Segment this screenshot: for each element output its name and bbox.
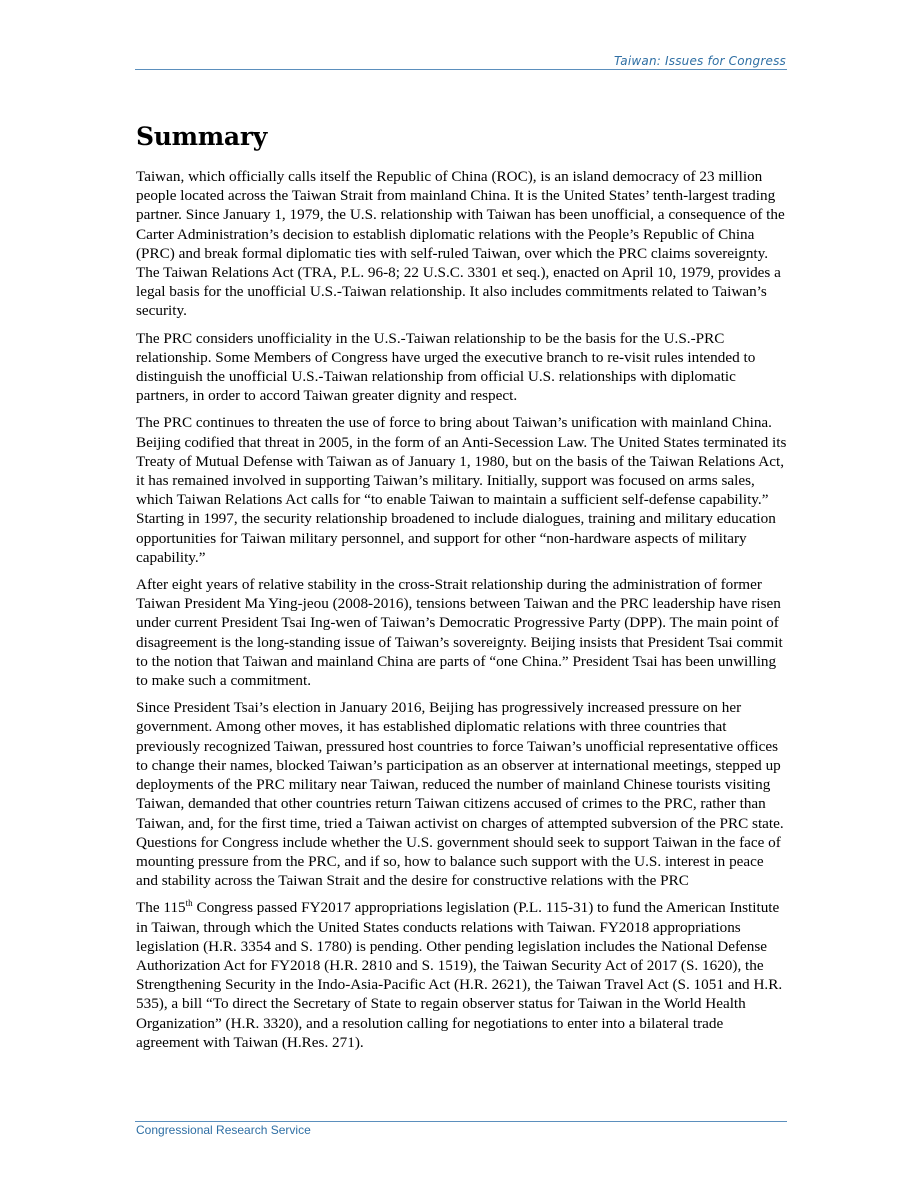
summary-paragraph-4: After eight years of relative stability in the cross-Strait relationship during the administration of former Taiwan President Ma Ying-jeou (2008-2016), tensions between Taiwan and the PRC leadership have risen under current President Tsai Ing-wen of Taiwan’s Democratic Progressive Party (DPP). The main point of disagreement is the long-standing issue of Taiwan’s sovereignty. Beijing insists that President Tsai commit to the notion that Taiwan and mainland China are parts of “one China.” President Tsai has been unwilling to make such a commitment. [136,576,783,690]
summary-paragraph-2: The PRC considers unofficiality in the U.S.-Taiwan relationship to be the basis for the U.S.-PRC relationship. Some Members of Congress have urged the executive branch to re-visit rules intended to distinguish the unofficial U.S.-Taiwan relationship from official U.S. relationships with diplomatic partners, in order to accord Taiwan greater dignity and respect. [136,329,756,405]
summary-paragraph-1: Taiwan, which officially calls itself the Republic of China (ROC), is an island democracy of 23 million people located across the Taiwan Strait from mainland China. It is the United States’ tenth-largest trading partner. Since January 1, 1979, the U.S. relationship with Taiwan has been unofficial, a consequence of the Carter Administration’s decision to establish diplomatic relations with the People’s Republic of China (PRC) and break formal diplomatic ties with self-ruled Taiwan, over which the PRC claims sovereignty. The Taiwan Relations Act (TRA, P.L. 96-8; 22 U.S.C. 3301 et seq.), enacted on April 10, 1979, provides a legal basis for the unofficial U.S.-Taiwan relationship. It also includes commitments related to Taiwan’s security. [136,168,785,320]
running-header-title: Taiwan: Issues for Congress [614,54,786,68]
footer-divider [135,1121,787,1122]
paragraph-lead: The 115 [136,899,186,917]
summary-paragraph-3: The PRC continues to threaten the use of force to bring about Taiwan’s unification with mainland China. Beijing codified that threat in 2005, in the form of an Anti-Secession Law. The United States terminated its Treaty of Mutual Defense with Taiwan as of January 1, 1980, but on the basis of the Taiwan Relations Act, it has remained involved in supporting Taiwan’s military. Initially, support was focused on arms sales, which Taiwan Relations Act calls for “to enable Taiwan to maintain a sufficient self-defense capability.” Starting in 1997, the security relationship broadened to include dialogues, training and military education opportunities for Taiwan military personnel, and support for other “non-hardware aspects of military capability.” [136,414,787,566]
summary-body [136,167,788,1060]
footer-source: Congressional Research Service [136,1123,311,1137]
summary-paragraph-6 [136,898,788,1052]
paragraph-rest: Congress passed FY2017 appropriations legislation (P.L. 115-31) to fund the American Institute in Taiwan, through which the United States conducts relations with Taiwan. FY2018 appropriations legislation (H.R. 3354 and S. 1780) is pending. Other pending legislation includes the National Defense Authorization Act for FY2018 (H.R. 2810 and S. 1519), the Taiwan Security Act of 2017 (S. 1620), the Strengthening Security in the Indo-Asia-Pacific Act (H.R. 2621), the Taiwan Travel Act (S. 1051 and H.R. 535), a bill “To direct the Secretary of State to regain observer status for Taiwan in the World Health Organization” (H.R. 3320), and a resolution calling for negotiations to enter into a bilateral trade agreement with Taiwan (H.Res. 271). [136,899,783,1051]
ordinal-superscript: th [185,898,193,909]
summary-paragraph-5: Since President Tsai’s election in January 2016, Beijing has progressively increased pressure on her government. Among other moves, it has established diplomatic relations with three countries that previously recognized Taiwan, pressured host countries to force Taiwan’s unofficial representative offices to change their names, blocked Taiwan’s participation as an observer at international meetings, stepped up deployments of the PRC military near Taiwan, reduced the number of mainland Chinese tourists visiting Taiwan, demanded that other countries return Taiwan citizens accused of crimes to the PRC, rather than Taiwan, and, for the first time, tried a Taiwan activist on charges of attempted subversion of the PRC state. Questions for Congress include whether the U.S. government should seek to support Taiwan in the face of mounting pressure from the PRC, and if so, how to balance such support with the U.S. interest in peace and stability across the Taiwan Strait and the desire for constructive relations with the PRC [136,699,784,890]
header-divider [135,69,787,70]
section-heading: Summary [136,122,267,151]
